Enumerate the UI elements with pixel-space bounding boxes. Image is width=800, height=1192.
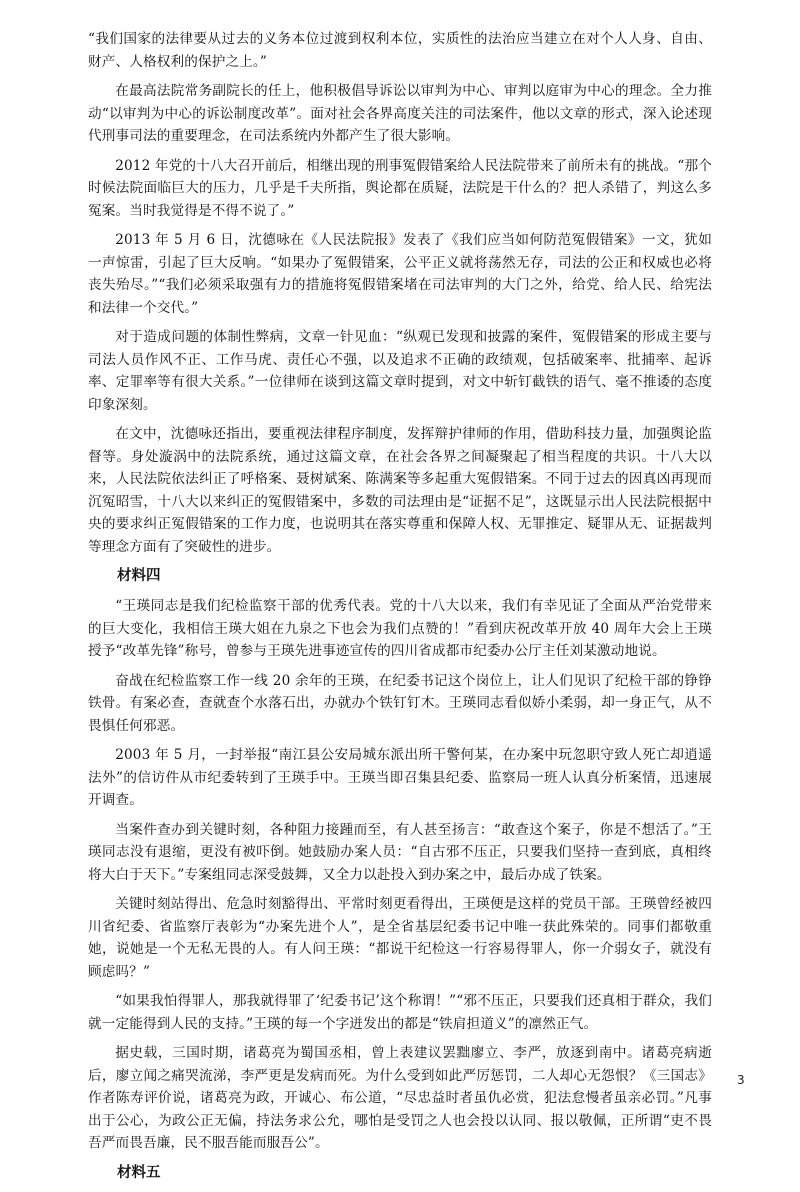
paragraph-2003-report: 2003 年 5 月，一封举报“南江县公安局城东派出所干警何某，在办案中玩忽职守致人死亡却逍遥法外”的信访件从市纪委转到了王瑛手中。王瑛当即召集县纪委、监察局一班人认真分析案情，迅速展开调查。 <box>88 747 712 808</box>
paragraph-zhuge-liang: 据史载，三国时期，诸葛亮为蜀国丞相，曾上表建议罢黜廖立、李严，放逐到南中。诸葛亮病逝后，廖立闻之痛哭流涕，李严更是发病而死。为什么受到如此严厉惩罚，二人却心无怨恨？《三国志》作者陈寿评价说，诸葛亮为政，开诚心、布公道，“尽忠益时者虽仇必赏，犯法怠慢者虽亲必罚。”凡事出于公心，为政公正无偏，持法务求公允，哪怕是受罚之人也会投以认同、报以敬佩，正所谓“吏不畏吾严而畏吾廉，民不服吾能而服吾公”。 <box>88 1045 712 1151</box>
page-number: 3 <box>737 1073 745 1087</box>
paragraph-quote-rights: “我们国家的法律要从过去的义务本位过渡到权利本位，实质性的法治应当建立在对个人人身、自由、财产、人格权利的保护之上。” <box>88 31 712 70</box>
paragraph-corrected-cases: 在文中，沈德咏还指出，要重视法律程序制度，发挥辩护律师的作用，借助科技力量，加强舆论监督等。身处漩涡中的法院系统，通过这篇文章，在社会各界之间凝聚起了相当程度的共识。十八大以来，人民法院依法纠正了呼格案、聂树斌案、陈满案等多起重大冤假错案。不同于过去的因真凶再现而沉冤昭雪，十八大以来纠正的冤假错案中，多数的司法理由是“证据不足”，这既显示出人民法院根据中央的要求纠正冤假错案的工作力度，也说明其在落实尊重和保障人权、无罪推定、疑罪从无、证据裁判等理念方面有了突破性的进步。 <box>88 426 712 555</box>
paragraph-case-resistance: 当案件查办到关键时刻，各种阻力接踵而至，有人甚至扬言：“敢查这个案子，你是不想活了。”王瑛同志没有退缩，更没有被吓倒。她鼓励办案人员：“自古邪不压正，只要我们坚持一查到底，真相终将大白于天下。”专案组同志深受鼓舞，又全力以赴投入到办案之中，最后办成了铁案。 <box>88 821 712 883</box>
section-heading-material-four: 材料四 <box>117 567 161 584</box>
document-page <box>88 28 712 1192</box>
paragraph-party-member: 关键时刻站得出、危急时刻豁得出、平常时刻更看得出，王瑛便是这样的党员干部。王瑛曾经被四川省纪委、省监察厅表彰为“办案先进个人”，是全省基层纪委书记中唯一获此殊荣的。同事们都敬重她，说她是一个无私无畏的人。有人问王瑛：“都说干纪检这一行容易得罪人，你一介弱女子，就没有顾虑吗？” <box>88 896 712 980</box>
paragraph-wangying-praise: “王瑛同志是我们纪检监察干部的优秀代表。党的十八大以来，我们有幸见证了全面从严治党带来的巨大变化，我相信王瑛大姐在九泉之下也会为我们点赞的！”看到庆祝改革开放 40 周年大会上王瑛授予“改革先锋”称号，曾参与王瑛先进事迹宣传的四川省成都市纪委办公厅主任刘某激动地说。 <box>88 598 712 659</box>
paragraph-wangying-career: 奋战在纪检监察工作一线 20 余年的王瑛，在纪委书记这个岗位上，让人们见识了纪检干部的铮铮铁骨。有案必查，查就查个水落石出，办就办个铁钉钉木。王瑛同志看似娇小柔弱，却一身正气，从不畏惧任何邪恶。 <box>88 672 712 734</box>
paragraph-wangying-response: “如果我怕得罪人，那我就得罪了‘纪委书记’这个称谓！”“邪不压正，只要我们还真相于群众，我们就一定能得到人民的支持。”王瑛的每一个字迸发出的都是“铁肩担道义”的凛然正气。 <box>88 993 712 1032</box>
paragraph-institutional-issues: 对于造成问题的体制性弊病，文章一针见血：“纵观已发现和披露的案件，冤假错案的形成主要与司法人员作风不正、工作马虎、责任心不强，以及追求不正确的政绩观，包括破案率、批捕率、起诉率、定罪率等有很大关系。”一位律师在谈到这篇文章时提到，对文中斩钉截铁的语气、毫不推诿的态度印象深刻。 <box>88 329 712 413</box>
paragraph-2013-article: 2013 年 5 月 6 日，沈德咏在《人民法院报》发表了《我们应当如何防范冤假错案》一文，犹如一声惊雷，引起了巨大反响。“如果办了冤假错案，公平正义就将荡然无存，司法的公正和权威也必将丧失殆尽。”“我们必须采取强有力的措施将冤假错案堵在司法审判的大门之外，给党、给人民、给宪法和法律一个交代。” <box>88 232 712 316</box>
paragraph-2012-cases: 2012 年党的十八大召开前后，相继出现的刑事冤假错案给人民法院带来了前所未有的挑战。“那个时候法院面临巨大的压力，几乎是千夫所指，舆论都在质疑，法院是干什么的？把人杀错了，判这么多冤案。当时我觉得是不得不说了。” <box>88 157 712 219</box>
paragraph-court-reform: 在最高法院常务副院长的任上，他积极倡导诉讼以审判为中心、审判以庭审为中心的理念。全力推动“以审判为中心的诉讼制度改革”。面对社会各界高度关注的司法案件，他以文章的形式，深入论述现代刑事司法的重要理念，在司法系统内外都产生了很大影响。 <box>88 83 712 144</box>
section-heading-material-five: 材料五 <box>117 1163 161 1181</box>
